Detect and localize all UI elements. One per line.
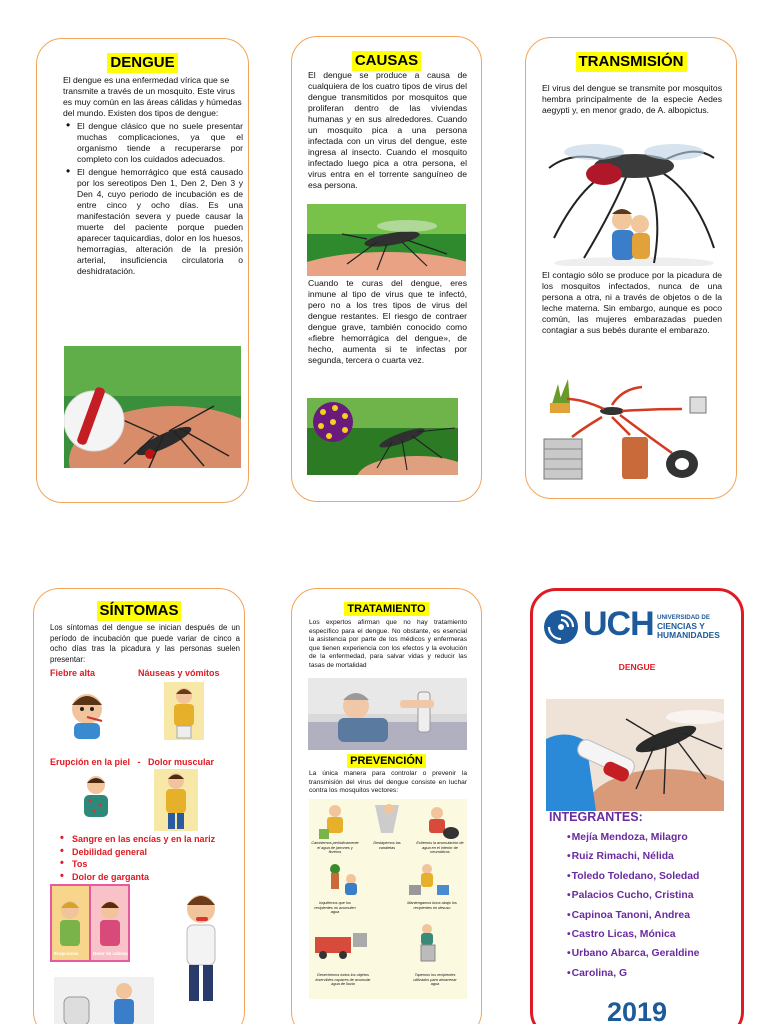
headache-caption: Dolor de cabeza — [93, 951, 128, 956]
transmision-text-2: El contagio sólo se produce por la picadura de los mosquitos infectados, nunca de una persona a otra, ni a través de objetos o de la leche materna. Sin embargo, aunque es poco común, las mujeres embarazadas pueden contagiar a sus bebés durante el embarazo. — [542, 270, 722, 335]
panel-uch-cover — [530, 588, 744, 1024]
list-item: • Tos — [50, 858, 240, 871]
panel-transmision — [525, 37, 737, 499]
year: 2019 — [606, 997, 668, 1024]
fever-child-illustration — [62, 685, 112, 739]
causas-text-1: El dengue se produce a causa de cualquiera de los cuatro tipos de virus del dengue transmitidos por mosquitos que proliferan dentro de las viviendas humanas y en sus alrededores. Cuando un mosquito pica a una persona infectada con un virus del dengue, este ingresa al insecto. Cuando el mosquito infectado luego pica a otra persona, el virus entra en el torrente sanguíneo de esa persona. — [308, 70, 467, 190]
panel-dengue — [36, 38, 249, 503]
sintomas-title: SÍNTOMAS — [97, 601, 182, 621]
panel-tratamiento — [291, 588, 482, 1024]
rash-caption: Erupciones — [54, 951, 79, 956]
members-list — [567, 828, 699, 983]
dengue-intro: El dengue es una enfermedad vírica que se transmite a través de un mosquito. Este virus es muy común en las áreas cálidas y húmedas del mundo. Existen dos tipos de dengue: — [63, 75, 242, 118]
prevencion-title: PREVENCIÓN — [347, 754, 426, 768]
causas-title: CAUSAS — [352, 51, 421, 71]
prevention-caption: Mantengamos boca abajo los recipientes en desuso — [407, 901, 457, 910]
prevention-caption: Destapemos las canaletas — [373, 841, 401, 850]
list-item: • Urbano Abarca, Geraldine — [567, 944, 699, 963]
tratamiento-title: TRATAMIENTO — [344, 602, 428, 616]
dengue-title: DENGUE — [107, 53, 177, 73]
sintomas-intro: Los síntomas del dengue se inician después de un período de incubación que puede variar de cinco a ocho días tras la picadura y las personas suelen presentar: — [50, 623, 240, 664]
symptom-label-fiebre: Fiebre alta — [50, 668, 96, 678]
uch-logo-icon — [543, 609, 579, 645]
university-name: UNIVERSIDAD DE CIENCIAS Y HUMANIDADES — [657, 614, 720, 640]
list-item: • Castro Licas, Mónica — [567, 925, 699, 944]
list-item: • El dengue clásico que no suele presentar muchas complicaciones, ya que el organismo tiende a recuperarse por completo con los cuidados adecuados. — [63, 121, 243, 165]
patient-treatment-photo — [308, 678, 467, 750]
rash-illustration — [74, 773, 118, 825]
list-item: • El dengue hemorrágico que está causado por los sereotipos Den 1, Den 2, Den 3 y Den 4, cuyo periodo de incubación es de entre cinco y ocho días. Es una manifestación severa y puede causar la muerte del paciente porque pueden aparecer taquicardias, dolor en los huesos, hemorragias, alteración de la presión arterial, insuficiencia circulatoria o deshidratación. — [63, 167, 243, 277]
dengue-types-list — [63, 121, 243, 277]
transmision-text-1: El virus del dengue se transmite por mosquitos hembra principalmente de la especie Aedes aegypti y, en menor grado, de A. albopictus. — [542, 83, 722, 115]
prevention-caption: Tapemos los recipientes utilizados para almacenar agua — [413, 973, 457, 987]
sick-man-illustration — [176, 889, 226, 1007]
list-item: • Sangre en las encías y en la nariz — [50, 833, 240, 846]
panel-causas — [291, 36, 482, 502]
bathroom-illustration — [54, 977, 154, 1024]
prevention-illustrations — [309, 799, 467, 999]
mosquito-on-skin-image — [307, 204, 466, 276]
mosquito-blood-test-image — [64, 346, 241, 468]
list-item: • Carolina, G — [567, 964, 699, 983]
prevencion-text: La única manera para controlar o prevenir la transmisión del virus del dengue consiste en luchar contra los mosquitos vectores: — [309, 770, 467, 795]
muscle-pain-illustration — [154, 769, 198, 831]
nausea-illustration — [164, 682, 204, 740]
rash-headache-photos — [50, 884, 130, 962]
transmision-title: TRANSMISIÓN — [576, 52, 687, 72]
mosquito-family-illustration — [544, 138, 720, 266]
list-item: • Dolor de garganta — [50, 871, 240, 884]
uch-logo — [543, 607, 743, 647]
causas-text-2: Cuando te curas del dengue, eres inmune al tipo de virus que te infectó, pero no a los tres tipos de virus del dengue restantes. El riesgo de contraer dengue grave, también conocido como «fiebre hemorrágica del dengue», de hecho, aumenta si te infectas por segunda, tercera o cuarta vez. — [308, 278, 467, 365]
list-item: • Debilidad general — [50, 846, 240, 859]
list-item: • Palacios Cucho, Cristina — [567, 886, 699, 905]
cover-mosquito-blood-sample-photo — [546, 699, 724, 811]
list-item: • Ruiz Rimachi, Nélida — [567, 847, 699, 866]
prevention-caption: Desechemos todos los objetos inservibles capaces de acumular agua de lluvia — [315, 973, 371, 987]
prevention-caption: Cambiemos periódicamente el agua de jarrones y floreros — [311, 841, 359, 855]
list-item: • Mejía Mendoza, Milagro — [567, 828, 699, 847]
uch-logo-text: UCH — [583, 605, 654, 643]
breeding-sites-illustration — [542, 369, 708, 484]
list-item: • Capinoa Tanoni, Andrea — [567, 906, 699, 925]
symptom-list — [50, 833, 240, 883]
symptom-label-erupcion-dolor: Erupción en la piel - Dolor muscular — [50, 757, 215, 767]
cover-subtitle: DENGUE — [618, 662, 656, 672]
prevention-caption: Inquilemos que los recipientes no acumulen agua — [314, 901, 356, 915]
panel-sintomas — [33, 588, 245, 1024]
prevention-caption: Evitemos la acumulación de agua en el interior de neumáticos — [416, 841, 464, 855]
tratamiento-text: Los expertos afirman que no hay tratamiento específico para el dengue. No obstante, es esencial la asistencia por parte de los médicos y enfermeras que tienen experiencia con los efectos y la evolución de la enfermedad, para salvar vidas y reducir las tasas de mortalidad — [309, 619, 467, 669]
virus-mosquito-image — [307, 398, 458, 475]
symptom-label-nauseas: Náuseas y vómitos — [138, 668, 220, 678]
integrantes-label: INTEGRANTES: — [549, 810, 643, 824]
list-item: • Toledo Toledano, Soledad — [567, 867, 699, 886]
